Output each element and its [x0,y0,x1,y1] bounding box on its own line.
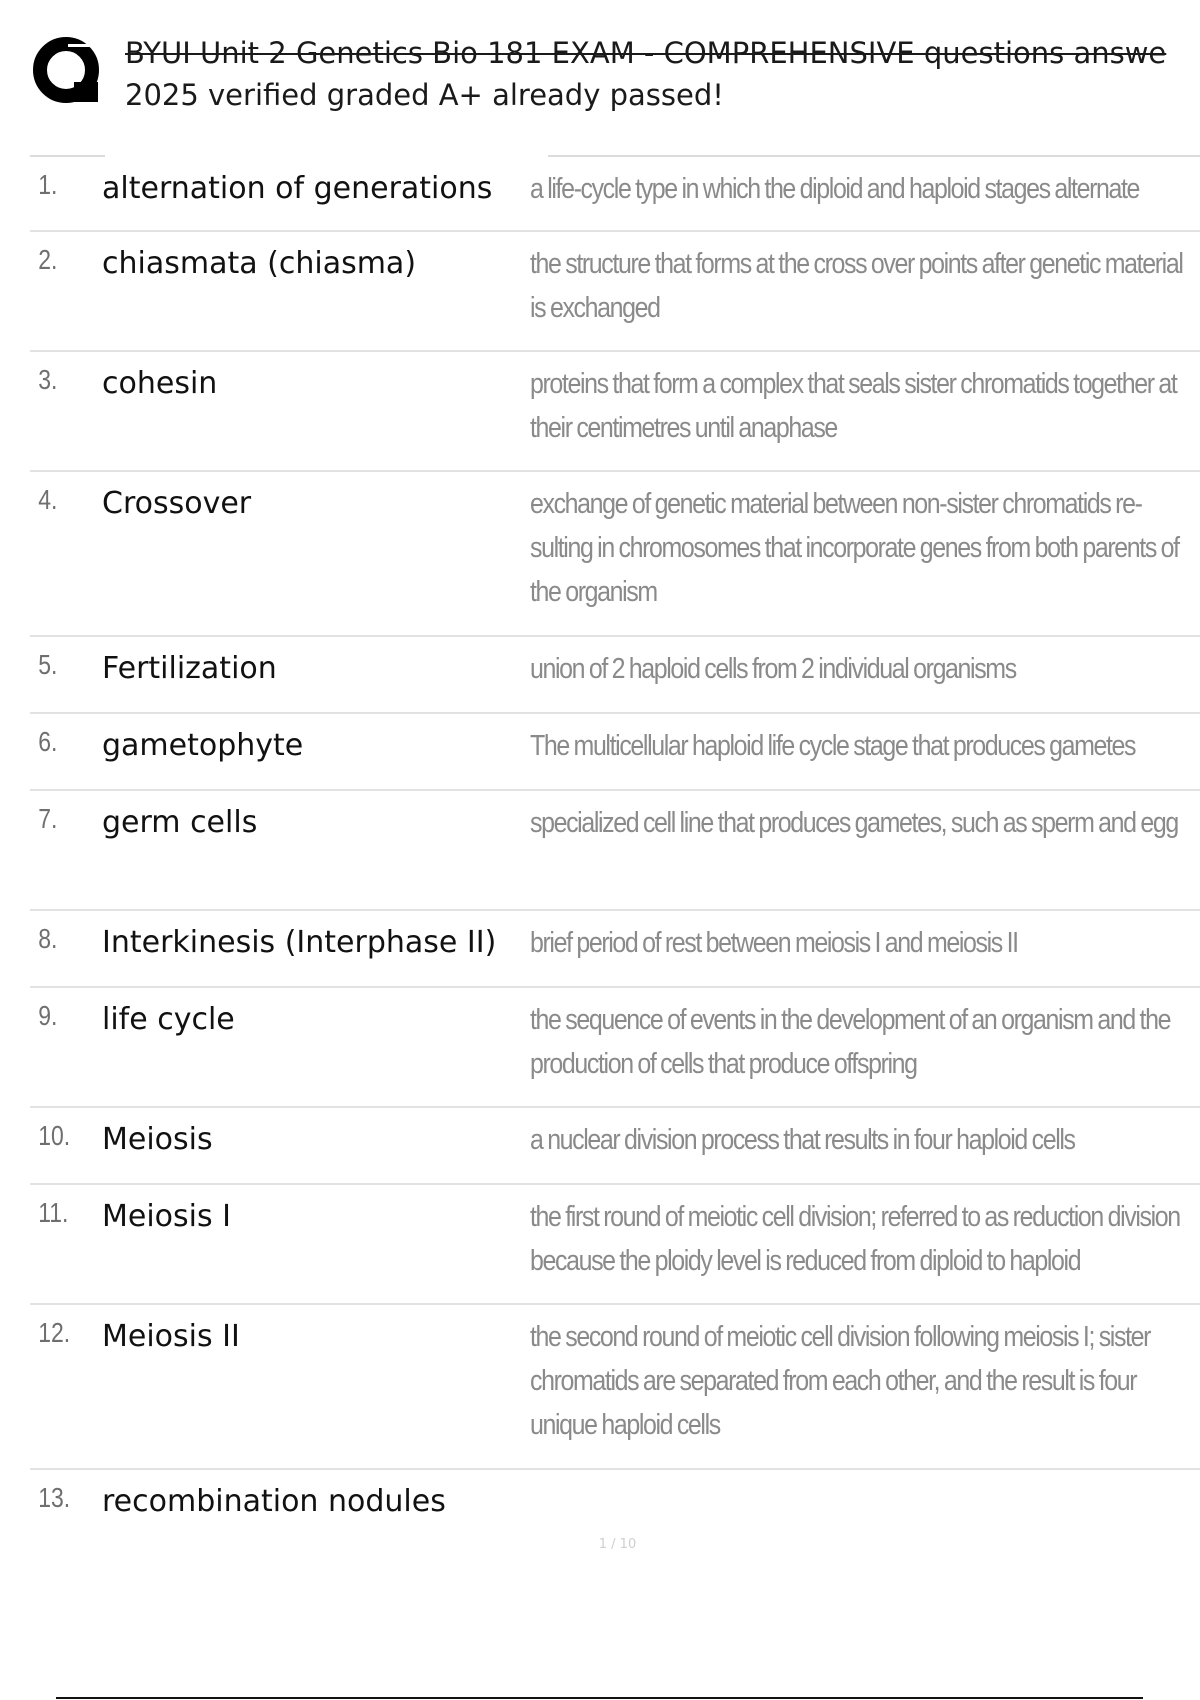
list-item [30,1108,1200,1185]
title-line-1: BYUI Unit 2 Genetics Bio 181 EXAM - COMPREHENSIVE questions answe [125,36,1167,70]
item-term: Meiosis I [102,1199,232,1234]
item-term: cohesin [102,366,218,401]
item-definition: union of 2 haploid cells from 2 individual organisms [530,653,1016,685]
item-definition: a nuclear division process that results in four haploid cells [530,1124,1075,1156]
title-line-2: 2025 verified graded A+ already passed! [125,78,724,112]
item-term: Meiosis [102,1122,213,1157]
item-number: 7. [38,803,58,834]
list-item [30,988,1200,1108]
item-term: germ cells [102,805,258,840]
item-definition: the structure that forms at the cross over points after genetic material is exchanged [530,248,1183,324]
item-number: 13. [38,1482,71,1513]
list-item [30,472,1200,637]
item-number: 9. [38,1000,58,1031]
item-definition: proteins that form a complex that seals sister chromatids together at their centimetres until anaphase [530,368,1177,444]
list-item [30,911,1200,988]
item-term: Meiosis II [102,1319,240,1354]
item-term: chiasmata (chiasma) [102,246,417,281]
flashcard-list [30,157,1200,1550]
list-item [30,714,1200,791]
item-definition: The multicellular haploid life cycle stage that produces gametes [530,730,1136,762]
list-item [30,157,1200,232]
list-item [30,1305,1200,1470]
item-term: Fertilization [102,651,277,686]
item-number: 4. [38,484,58,515]
document-header [30,30,1200,120]
item-term: alternation of generations [102,171,493,206]
item-number: 8. [38,923,58,954]
item-term: life cycle [102,1002,235,1037]
bottom-rule [56,1697,1143,1699]
item-number: 11. [38,1197,69,1228]
item-definition: exchange of genetic material between non-sister chromatids re- sulting in chromosomes that incorporate genes from both parents of the organism [530,488,1179,608]
list-item [30,1185,1200,1305]
list-item [30,352,1200,472]
item-number: 12. [38,1317,71,1348]
q-logo-icon [30,34,106,110]
item-definition: brief period of rest between meiosis I and meiosis II [530,927,1018,959]
list-item [30,232,1200,352]
item-number: 10. [38,1120,71,1151]
item-definition: a life-cycle type in which the diploid and haploid stages alternate [530,173,1140,205]
item-number: 2. [38,244,58,275]
page-indicator: 1 / 10 [598,1537,637,1552]
item-term: Interkinesis (Interphase II) [102,925,497,960]
item-number: 6. [38,726,58,757]
item-number: 1. [38,169,58,200]
item-definition: the first round of meiotic cell division; referred to as reduction division because the ploidy level is reduced from diploid to haploid [530,1201,1180,1277]
document-title [125,32,1200,116]
list-item [30,791,1200,911]
item-term: Crossover [102,486,252,521]
item-definition: the sequence of events in the development of an organism and the production of cells that produce offspring [530,1004,1171,1080]
item-term: recombination nodules [102,1484,446,1519]
item-definition: specialized cell line that produces gametes, such as sperm and egg [530,807,1178,839]
list-item [30,637,1200,714]
item-number: 5. [38,649,58,680]
item-definition [530,1470,1200,1480]
item-definition: the second round of meiotic cell division following meiosis I; sister chromatids are separated from each other, and the result is four unique haploid cells [530,1321,1151,1441]
item-term: gametophyte [102,728,304,763]
item-number: 3. [38,364,58,395]
